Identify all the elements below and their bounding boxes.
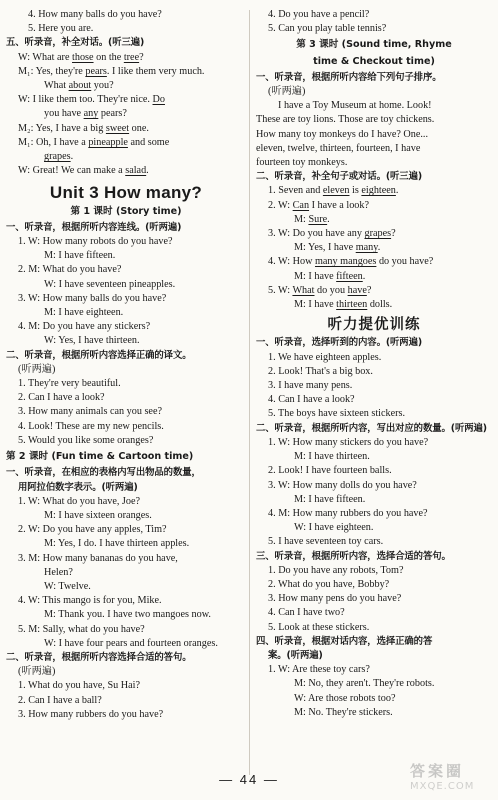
text-line [6, 594, 246, 608]
text-line [6, 537, 246, 551]
text-segment: 4. Can I have two? [268, 607, 345, 619]
section-heading [256, 170, 492, 184]
text-line [256, 142, 492, 156]
text-segment: 用阿拉伯数字表示。(听两遍) [18, 481, 138, 493]
answer-blank: thirteen [336, 299, 368, 311]
text-segment: 2. W: Do you have any apples, Tim? [18, 524, 167, 536]
text-line [6, 391, 246, 405]
text-segment: What [44, 80, 69, 92]
text-line [6, 263, 246, 277]
text-segment: M: [294, 213, 309, 225]
text-segment: 第 2 课时 (Fun time & Cartoon time) [6, 451, 194, 463]
text-segment: ? [391, 228, 396, 240]
column-divider [249, 10, 250, 775]
text-line [6, 292, 246, 306]
text-line [6, 608, 246, 622]
text-line [256, 113, 492, 127]
answer-blank: those [72, 51, 94, 63]
text-segment: These are toy lions. Those are toy chickens. [256, 114, 435, 126]
text-segment: ? [139, 51, 144, 63]
training-title [256, 318, 492, 332]
text-segment: How many toy monkeys do I have? One... [256, 128, 429, 140]
text-line [6, 665, 246, 679]
text-line [256, 621, 492, 635]
text-segment: 5. The boys have sixteen stickers. [268, 408, 406, 420]
text-segment: 2. Look! I have fourteen balls. [268, 465, 392, 477]
text-segment: do you [314, 284, 348, 296]
text-line [6, 136, 246, 150]
text-line [6, 249, 246, 263]
text-segment: M: Yes, I have [294, 242, 356, 254]
text-segment: 三、听录音，根据所听内容，选择合适的答句。 [256, 550, 451, 562]
answer-blank: What [292, 284, 315, 296]
text-line [6, 434, 246, 448]
text-segment: 2. W: [268, 199, 293, 211]
text-line [256, 22, 492, 36]
text-line [6, 65, 246, 79]
answer-blank: salad [125, 165, 147, 177]
text-line [6, 495, 246, 509]
text-line [256, 521, 492, 535]
answer-blank: sweet [105, 122, 130, 134]
text-segment: 2. What do you have, Bobby? [268, 578, 390, 590]
text-segment: 一、听录音，根据所听内容给下列句子排序。 [256, 71, 442, 83]
text-segment: W: I have eighteen. [294, 522, 374, 534]
text-line [6, 164, 246, 178]
text-line [6, 93, 246, 107]
text-segment: 5. Look at these stickers. [268, 621, 370, 633]
text-segment: 1. What do you have, Su Hai? [18, 680, 141, 692]
text-line [256, 284, 492, 298]
answer-blank: Sure [308, 213, 328, 225]
text-segment: you? [91, 80, 114, 92]
watermark-logo [410, 760, 490, 796]
text-segment: Helen? [44, 566, 73, 578]
text-line [256, 156, 492, 170]
text-line [256, 663, 492, 677]
section-heading [256, 635, 492, 649]
answer-blank: have [347, 284, 367, 296]
text-segment: W: Twelve. [44, 580, 91, 592]
text-segment: 4. M: Do you have any stickers? [18, 321, 151, 333]
text-line [6, 420, 246, 434]
text-segment: eleven, twelve, thirteen, fourteen, I have [256, 142, 421, 154]
text-segment: W: Are those robots too? [294, 692, 396, 704]
text-line [256, 507, 492, 521]
text-segment: 1. They're very beautiful. [18, 378, 121, 390]
text-segment: W: What are [18, 51, 73, 63]
text-line [6, 523, 246, 537]
answer-blank: Do [152, 94, 165, 106]
text-segment: 二、听录音，根据所听内容选择正确的译文。 [6, 349, 192, 361]
answer-blank: many mangoes [314, 256, 377, 268]
text-segment: 4. W: How [268, 256, 315, 268]
text-segment: 5. Here you are. [28, 23, 94, 35]
answer-blank: Can [292, 199, 310, 211]
text-segment: M: Thank you. I have two mangoes now. [44, 609, 211, 621]
text-line [6, 306, 246, 320]
text-line [6, 405, 246, 419]
text-line [256, 493, 492, 507]
text-segment: 4. Do you have a pencil? [268, 9, 370, 20]
text-segment: 一、听录音，在相应的表格内写出物品的数量， [6, 467, 201, 479]
text-line [256, 213, 492, 227]
text-segment: (听两遍) [18, 363, 56, 375]
watermark-top: 答案圈 [410, 762, 465, 780]
lesson-heading [256, 38, 492, 52]
text-line [256, 351, 492, 365]
text-segment: 听力提优训练 [327, 317, 421, 334]
text-line [6, 235, 246, 249]
lesson-heading [6, 450, 246, 464]
text-line [256, 578, 492, 592]
text-line [6, 580, 246, 594]
right-column [256, 8, 492, 720]
text-line [256, 450, 492, 464]
section-heading [6, 481, 246, 495]
text-segment: M: I have [294, 270, 337, 282]
text-line [256, 128, 492, 142]
text-segment: fourteen toy monkeys. [256, 157, 348, 169]
answer-blank: tree [123, 51, 140, 63]
text-segment: M: No. They're stickers. [294, 706, 393, 718]
section-heading [6, 221, 246, 235]
page-number: — 44 — [219, 772, 279, 787]
text-segment: 2. Can I have a look? [18, 392, 105, 404]
text-line [6, 107, 246, 121]
answer-blank: eleven [322, 185, 350, 197]
text-segment: do you have? [376, 256, 434, 268]
text-segment: 5. M: Sally, what do you have? [18, 623, 145, 635]
text-line [256, 393, 492, 407]
text-segment: 3. How many pens do you have? [268, 593, 402, 605]
left-column [6, 8, 246, 722]
text-segment: 5. Would you like some oranges? [18, 434, 154, 446]
text-line [256, 184, 492, 198]
text-segment: . [395, 185, 399, 197]
text-line [6, 623, 246, 637]
text-line [6, 320, 246, 334]
text-segment: M: I have sixteen oranges. [44, 509, 152, 521]
text-line [256, 270, 492, 284]
answer-blank: eighteen [361, 185, 396, 197]
text-line [6, 363, 246, 377]
section-heading [6, 36, 246, 50]
text-segment: 二、听录音，补全句子或对话。(听三遍) [256, 171, 423, 183]
text-segment: . [362, 270, 366, 282]
text-segment: dolls. [367, 299, 393, 311]
text-line [256, 479, 492, 493]
text-line [6, 51, 246, 65]
text-line [256, 677, 492, 691]
text-segment: M: I have [294, 299, 337, 311]
text-line [256, 85, 492, 99]
text-segment: and some [127, 136, 170, 148]
section-heading [256, 422, 492, 436]
text-segment: 5. W: [268, 284, 293, 296]
text-line [6, 552, 246, 566]
answer-blank: any [83, 108, 99, 120]
answer-blank: pineapple [88, 136, 128, 148]
text-line [256, 464, 492, 478]
text-segment: 3. How many rubbers do you have? [18, 708, 164, 720]
text-line [6, 694, 246, 708]
text-line [6, 509, 246, 523]
text-line [256, 706, 492, 720]
text-segment: 2. Can I have a ball? [18, 694, 102, 706]
text-segment: M₁: Yes, they're [18, 65, 86, 77]
text-segment: 5. Can you play table tennis? [268, 23, 387, 35]
text-line [256, 298, 492, 312]
text-segment: time & Checkout time) [313, 55, 435, 67]
section-heading [256, 71, 492, 85]
text-line [256, 8, 492, 22]
text-segment: 1. We have eighteen apples. [268, 351, 382, 363]
text-line [256, 379, 492, 393]
text-segment: I have a Toy Museum at home. Look! [278, 100, 432, 112]
text-line [6, 377, 246, 391]
text-segment: 3. I have many pens. [268, 380, 353, 392]
text-line [256, 365, 492, 379]
text-segment: 1. Do you have any robots, Tom? [268, 564, 404, 576]
text-line [6, 708, 246, 722]
text-segment: is [349, 185, 362, 197]
text-segment: 四、听录音，根据对话内容，选择正确的答 [256, 635, 433, 647]
text-segment: M: I have thirteen. [294, 451, 370, 463]
section-heading [6, 349, 246, 363]
text-segment: . [377, 242, 381, 254]
text-segment: M: I have fifteen. [44, 250, 116, 262]
text-line [256, 436, 492, 450]
text-segment: 第 1 课时 (Story time) [70, 205, 182, 217]
text-segment: M₂: Yes, I have a big [18, 122, 106, 134]
text-segment: 1. Seven and [268, 185, 323, 197]
text-line [6, 150, 246, 164]
section-heading [6, 466, 246, 480]
text-segment: M: Yes, I do. I have thirteen apples. [44, 538, 190, 550]
text-line [256, 227, 492, 241]
text-line [256, 535, 492, 549]
text-segment: 3. W: Do you have any [268, 228, 365, 240]
text-segment: 3. W: How many balls do you have? [18, 292, 167, 304]
text-line [6, 8, 246, 22]
text-segment: 3. W: How many dolls do you have? [268, 479, 417, 491]
answer-blank: many [355, 242, 378, 254]
text-segment: 3. How many animals can you see? [18, 406, 162, 418]
section-heading [256, 550, 492, 564]
text-line [256, 199, 492, 213]
text-segment: 案。(听两遍) [268, 649, 323, 661]
text-segment: (听两遍) [268, 86, 306, 98]
answer-blank: fifteen [336, 270, 363, 282]
text-segment: 2. Look! That's a big box. [268, 365, 373, 377]
text-segment: 4. W: This mango is for you, Mike. [18, 595, 162, 607]
text-segment: 第 3 课时 (Sound time, Rhyme [296, 39, 452, 51]
text-line [6, 637, 246, 651]
text-line [256, 241, 492, 255]
text-segment: W: Yes, I have thirteen. [44, 335, 140, 347]
watermark-bottom: MXQE.COM [410, 781, 475, 792]
text-segment: 1. W: Are these toy cars? [268, 664, 370, 676]
text-line [256, 692, 492, 706]
text-segment: . [70, 151, 74, 163]
lesson-heading [256, 55, 492, 69]
text-segment: M: I have fifteen. [294, 493, 366, 505]
text-segment: W: I have four pears and fourteen oranges. [44, 637, 218, 649]
text-line [6, 122, 246, 136]
text-segment: (听两遍) [18, 666, 56, 678]
text-segment: 一、听录音，选择听到的内容。(听两遍) [256, 337, 423, 349]
text-segment: pears? [98, 108, 127, 120]
text-segment: 1. W: How many robots do you have? [18, 236, 173, 248]
text-segment: 1. W: What do you have, Joe? [18, 495, 141, 507]
text-line [256, 606, 492, 620]
text-segment: ? [366, 284, 372, 296]
text-segment: 二、听录音，根据所听内容选择合适的答句。 [6, 651, 192, 663]
answer-blank: grapes [44, 151, 71, 163]
text-segment: Unit 3 How many? [49, 183, 203, 203]
text-segment: 五、听录音，补全对话。(听三遍) [6, 37, 145, 49]
text-segment: 4. Look! These are my new pencils. [18, 420, 164, 432]
answer-blank: about [68, 80, 92, 92]
text-segment: 2. M: What do you have? [18, 264, 122, 276]
text-segment: W: I have seventeen pineapples. [44, 278, 176, 290]
text-segment: M: I have eighteen. [44, 307, 124, 319]
text-segment: 3. M: How many bananas do you have, [18, 552, 178, 564]
text-segment: 4. How many balls do you have? [28, 9, 162, 20]
text-segment: 4. Can I have a look? [268, 394, 355, 406]
text-segment: W: I like them too. They're nice. [18, 94, 153, 106]
text-line [6, 79, 246, 93]
lesson-heading [6, 205, 246, 219]
text-segment: 4. M: How many rubbers do you have? [268, 507, 428, 519]
text-segment: M: No, they aren't. They're robots. [294, 678, 435, 690]
answer-blank: pears [85, 65, 107, 77]
text-segment: you have [44, 108, 84, 120]
section-heading [256, 336, 492, 350]
text-segment: . [146, 165, 149, 177]
text-segment: 二、听录音，根据所听内容，写出对应的数量。(听两遍) [256, 422, 487, 434]
text-line [256, 99, 492, 113]
text-line [6, 22, 246, 36]
section-heading [6, 651, 246, 665]
text-line [6, 566, 246, 580]
unit-title [6, 183, 246, 203]
text-line [256, 255, 492, 269]
text-segment: on the [93, 51, 124, 63]
text-segment: 5. I have seventeen toy cars. [268, 536, 384, 548]
text-segment: I have a look? [309, 199, 370, 211]
text-segment: 1. W: How many stickers do you have? [268, 436, 429, 448]
text-line [6, 679, 246, 693]
answer-blank: grapes [364, 228, 392, 240]
text-segment: one. [129, 122, 149, 134]
text-line [6, 278, 246, 292]
text-segment: . [327, 213, 330, 225]
text-line [256, 407, 492, 421]
text-line [256, 564, 492, 578]
section-heading [256, 649, 492, 663]
text-line [6, 334, 246, 348]
text-segment: M₁: Oh, I have a [18, 136, 89, 148]
text-line [256, 592, 492, 606]
text-segment: W: Great! We can make a [18, 165, 126, 177]
text-segment: . I like them very much. [106, 65, 205, 77]
text-segment: 一、听录音，根据所听内容连线。(听两遍) [6, 221, 182, 233]
